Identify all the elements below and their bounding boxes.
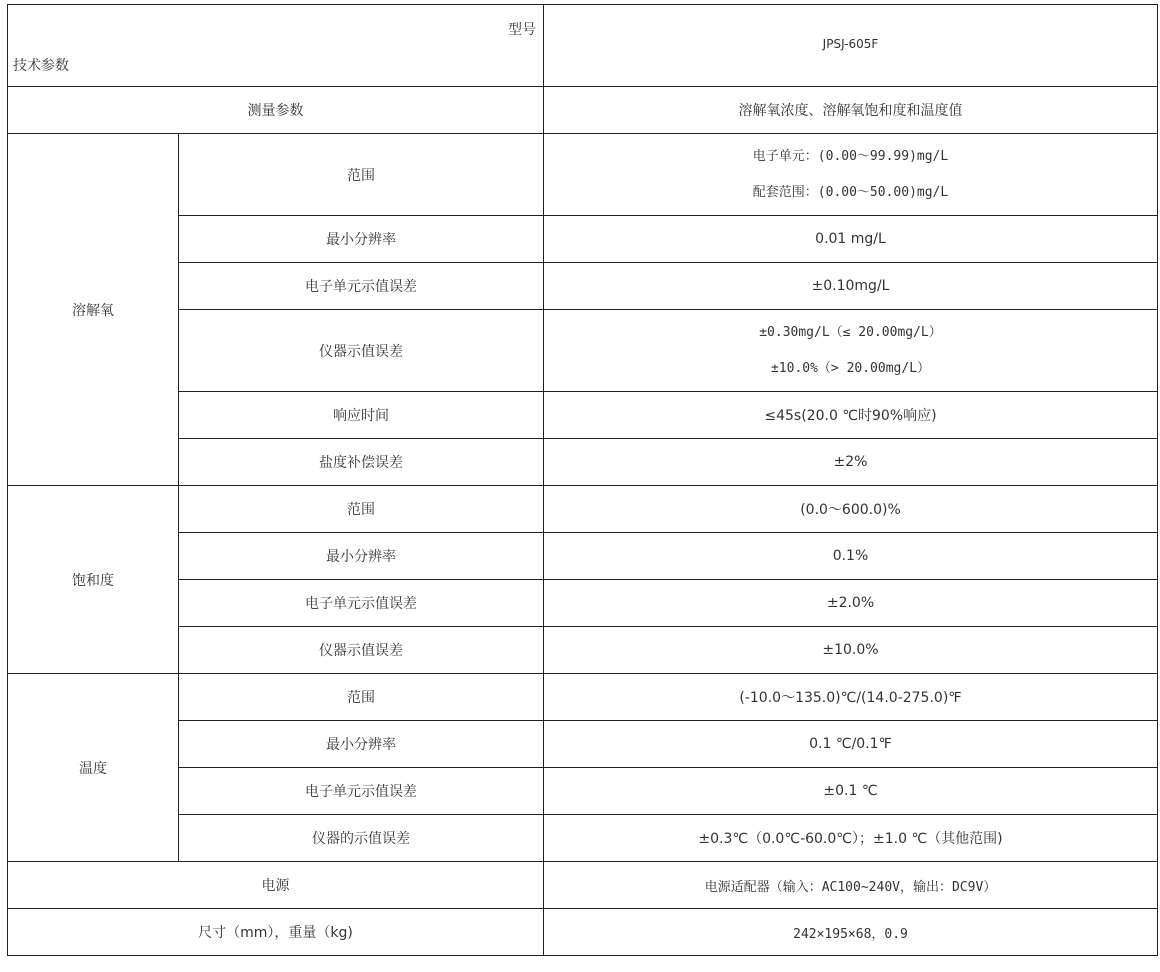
row-label: 仪器的示值误差 [179,815,544,862]
row-label: 范围 [179,674,544,721]
range-line-matching: 配套范围：(0.00～50.00)mg/L [752,184,949,200]
range-line-electronic: 电子单元：(0.00～99.99)mg/L [752,148,949,164]
model-header-label: 型号 [508,22,536,38]
model-value: JPSJ-605F [822,36,879,51]
group-label-saturation: 饱和度 [8,486,179,674]
spec-table [7,4,1158,956]
row-label: 仪器示值误差 [179,627,544,674]
row-value [544,134,1158,216]
row-value: ±2% [544,439,1158,486]
row-value: 0.01 mg/L [544,216,1158,263]
size-weight-label: 尺寸（mm），重量（kg) [8,909,544,956]
table-row [8,263,1158,310]
row-label: 最小分辨率 [179,721,544,768]
table-row [8,392,1158,439]
params-header-label: 技术参数 [13,58,69,74]
table-row [8,533,1158,580]
row-value: (-10.0～135.0)℃/(14.0-275.0)℉ [544,674,1158,721]
row-value [544,310,1158,392]
row-value: ±0.1 ℃ [544,768,1158,815]
header-row [8,5,1158,87]
size-weight-row [8,909,1158,956]
row-label: 最小分辨率 [179,533,544,580]
row-value: ±0.3℃（0.0℃-60.0℃）；±1.0 ℃（其他范围) [544,815,1158,862]
measure-value: 溶解氧浓度、溶解氧饱和度和温度值 [544,87,1158,134]
row-label: 盐度补偿误差 [179,439,544,486]
row-label: 最小分辨率 [179,216,544,263]
power-value: 电源适配器（输入：AC100~240V，输出：DC9V） [544,862,1158,909]
row-label: 响应时间 [179,392,544,439]
instrument-error-line-high: ±10.0%（> 20.00mg/L） [770,360,931,376]
row-value: ±0.10mg/L [544,263,1158,310]
table-row [8,815,1158,862]
header-diagonal-cell [8,5,544,87]
model-value-cell [544,5,1158,87]
row-value: 0.1 ℃/0.1℉ [544,721,1158,768]
table-row [8,768,1158,815]
size-weight-value: 242×195×68，0.9 [544,909,1158,956]
row-label: 电子单元示值误差 [179,768,544,815]
power-label: 电源 [8,862,544,909]
table-row [8,134,1158,216]
row-label: 范围 [179,134,544,216]
instrument-error-line-low: ±0.30mg/L（≤ 20.00mg/L） [759,324,942,340]
row-value: 0.1% [544,533,1158,580]
row-label: 仪器示值误差 [179,310,544,392]
table-row [8,310,1158,392]
row-value: ±10.0% [544,627,1158,674]
power-row [8,862,1158,909]
row-label: 范围 [179,486,544,533]
row-label: 电子单元示值误差 [179,580,544,627]
group-label-temperature: 温度 [8,674,179,862]
table-row [8,674,1158,721]
row-value: (0.0～600.0)% [544,486,1158,533]
table-row [8,216,1158,263]
table-row [8,580,1158,627]
table-row [8,439,1158,486]
measure-label: 测量参数 [8,87,544,134]
row-label: 电子单元示值误差 [179,263,544,310]
table-row [8,627,1158,674]
group-label-dissolved-oxygen: 溶解氧 [8,134,179,486]
table-row [8,721,1158,768]
row-value: ≤45s(20.0 ℃时90%响应) [544,392,1158,439]
row-value: ±2.0% [544,580,1158,627]
measure-row [8,87,1158,134]
table-row [8,486,1158,533]
